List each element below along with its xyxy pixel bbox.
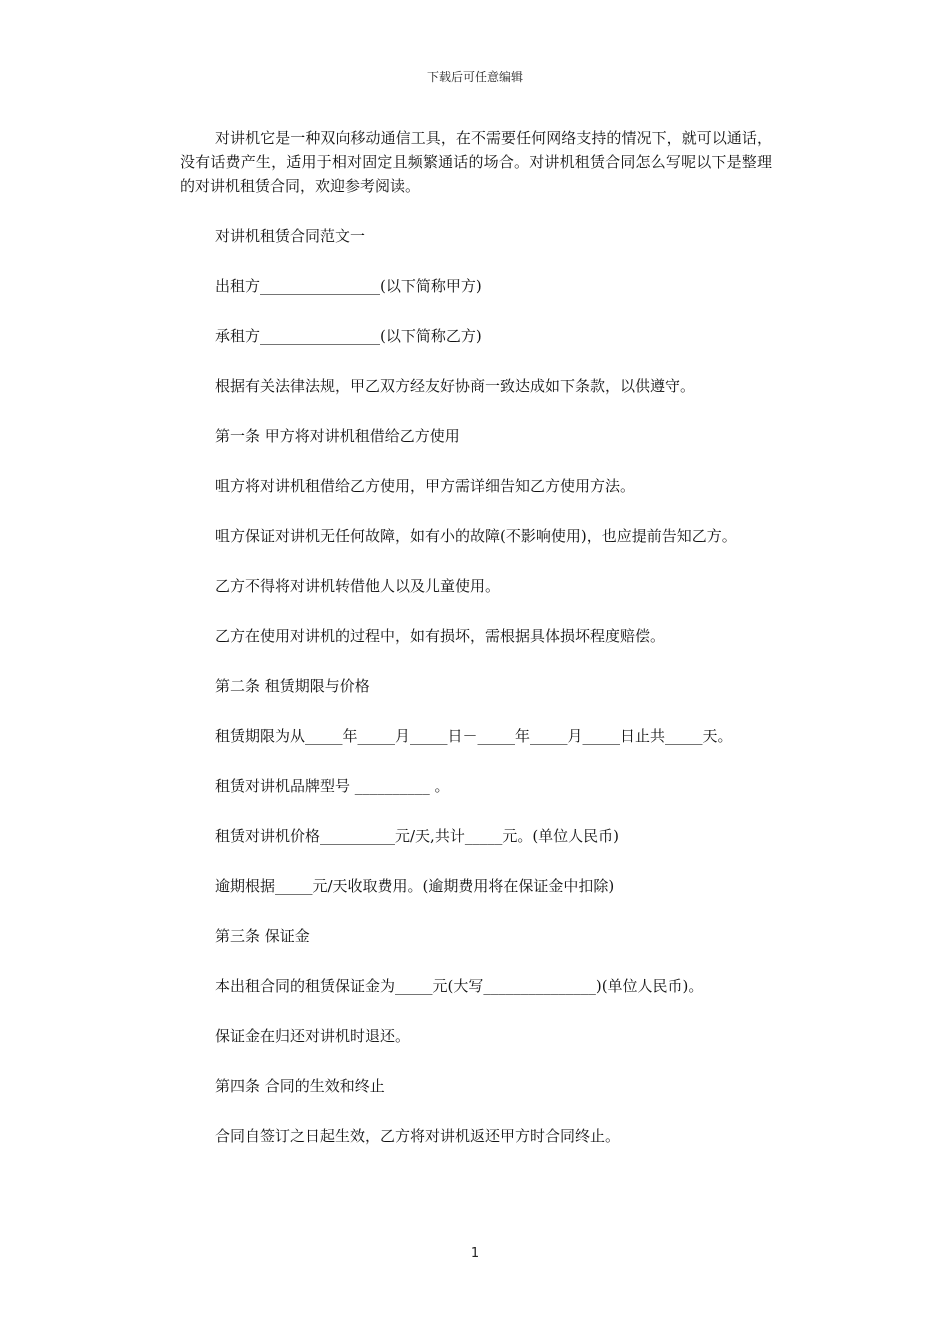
- article-1-clause-1: 咀方将对讲机租借给乙方使用，甲方需详细告知乙方使用方法。: [215, 477, 636, 495]
- article-3-heading: 第三条 保证金: [215, 927, 310, 945]
- article-1-heading: 第一条 甲方将对讲机租借给乙方使用: [215, 427, 460, 445]
- page-header: 下载后可任意编辑: [426, 70, 523, 84]
- article-4-heading: 第四条 合同的生效和终止: [215, 1077, 385, 1095]
- lessor-line: 出租方________________(以下简称甲方): [215, 277, 482, 295]
- intro-paragraph: 对讲机它是一种双向移动通信工具，在不需要任何网络支持的情况下，就可以通话，没有话费产生，适用于相对固定且频繁通话的场合。对讲机租赁合同怎么写呢以下是整理的对讲机租赁合同，欢迎参考阅读。: [180, 129, 772, 195]
- article-2-clause-4: 逾期根据_____元/天收取费用。(逾期费用将在保证金中扣除): [215, 877, 615, 895]
- contract-title: 对讲机租赁合同范文一: [215, 227, 366, 245]
- article-2-clause-3: 租赁对讲机价格__________元/天,共计_____元。(单位人民币): [215, 827, 620, 845]
- article-4-clause-1: 合同自签订之日起生效，乙方将对讲机返还甲方时合同终止。: [215, 1127, 621, 1145]
- article-1-clause-3: 乙方不得将对讲机转借他人以及儿童使用。: [215, 577, 501, 595]
- lessee-line: 承租方________________(以下简称乙方): [215, 327, 482, 345]
- article-2-heading: 第二条 租赁期限与价格: [215, 677, 370, 695]
- page-number: 1: [470, 1246, 480, 1261]
- document-body: [180, 126, 772, 1174]
- article-3-clause-2: 保证金在归还对讲机时退还。: [215, 1027, 411, 1045]
- article-1-clause-4: 乙方在使用对讲机的过程中，如有损坏，需根据具体损坏程度赔偿。: [215, 627, 666, 645]
- article-1-clause-2: 咀方保证对讲机无任何故障，如有小的故障(不影响使用)，也应提前告知乙方。: [215, 527, 737, 545]
- article-2-clause-2: 租赁对讲机品牌型号 __________ 。: [215, 777, 450, 795]
- preamble-paragraph: 根据有关法律法规，甲乙双方经友好协商一致达成如下条款，以供遵守。: [215, 377, 696, 395]
- article-3-clause-1: 本出租合同的租赁保证金为_____元(大写_______________)(单位人民币)。: [215, 977, 704, 995]
- article-2-clause-1: 租赁期限为从_____年_____月_____日－_____年_____月_____日止共_____天。: [215, 727, 733, 745]
